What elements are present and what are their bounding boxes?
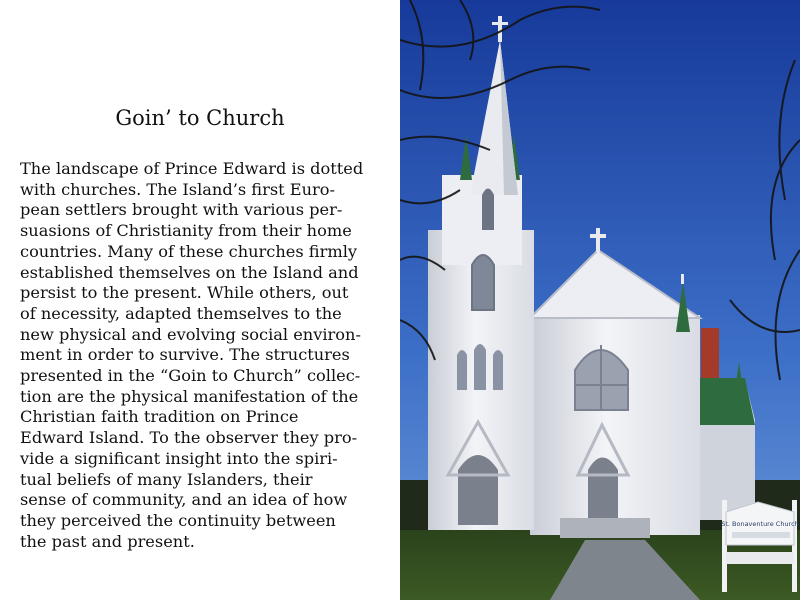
church-photo [400, 0, 800, 600]
side-roof [695, 378, 755, 425]
paragraph-line: tual beliefs of many Islanders, their [20, 469, 313, 489]
paragraph-line: ment in order to survive. The structures [20, 345, 350, 365]
paragraph-line: of necessity, adapted themselves to the [20, 303, 342, 323]
paragraph-line: tion are the physical manifestation of the [20, 386, 359, 406]
spire-cross-bar [492, 22, 508, 25]
paragraph-line: Edward Island. To the observer they pro- [20, 428, 358, 448]
sign-text: St. Bonaventure Church [721, 520, 799, 528]
spire-louver [482, 189, 494, 231]
paragraph-line: countries. Many of these churches firmly [20, 241, 358, 261]
body-paragraph [20, 159, 392, 552]
paragraph-line: The landscape of Prince Edward is dotted [20, 159, 364, 178]
nave-door [588, 458, 618, 521]
paragraph-line: established themselves on the Island and [20, 262, 359, 282]
spire-cross [498, 16, 502, 42]
tower-window-right [493, 350, 503, 390]
paragraph-line: they perceived the continuity between [20, 510, 336, 530]
tower-window-left [457, 350, 467, 390]
paragraph-line: the past and present. [20, 531, 195, 551]
paragraph-line: pean settlers brought with various per- [20, 200, 343, 220]
paragraph-line: presented in the “Goin to Church” collec- [20, 366, 361, 386]
tower-door [458, 455, 498, 525]
gable-cross-bar [590, 234, 606, 238]
paragraph-line: persist to the present. While others, out [20, 283, 349, 303]
gable-cross [596, 228, 600, 252]
right-pinnacle-cross [681, 274, 684, 284]
paragraph-line: new physical and evolving social environ- [20, 324, 361, 344]
tower-window-center [474, 344, 486, 390]
front-steps [560, 518, 650, 538]
page-title: Goin’ to Church [115, 106, 285, 130]
paragraph-line: with churches. The Island’s first Euro- [20, 179, 335, 199]
paragraph-line: sense of community, and an idea of how [20, 490, 348, 510]
paragraph-line: Christian faith tradition on Prince [20, 407, 299, 427]
paragraph-line: suasions of Christianity from their home [20, 221, 352, 241]
belfry-window [472, 255, 494, 310]
paragraph-line: vide a significant insight into the spiri- [20, 448, 338, 468]
